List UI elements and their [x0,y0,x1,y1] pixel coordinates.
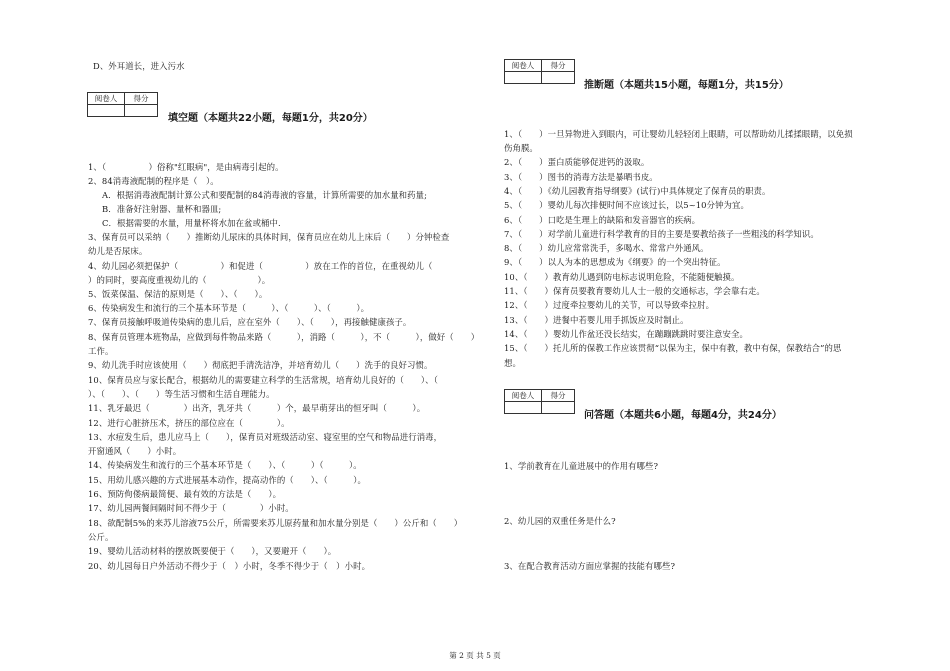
question-line: 8、（ ）幼儿应常常洗手，多喝水、常常户外通风。 [504,243,709,253]
question-line: 工作。 [88,346,114,356]
question-line: 12、（ ）过度牵拉婴幼儿的关节，可以导致牵拉肘。 [504,300,715,310]
question-line: 2、幼儿园的双重任务是什么? [504,516,616,526]
question-line: 20、幼儿园每日户外活动不得少于（ ）小时，冬季不得少于（ ）小时。 [88,561,371,571]
question-line: 2、（ ）蛋白质能够促进钙的汲取。 [504,157,650,167]
score-label: 得分 [125,93,158,105]
score-cell [542,402,575,414]
question-line: 19、婴幼儿活动材料的摆放既要便于（ ），又要避开（ ）。 [88,546,337,556]
question-line: 11、（ ）保育员要教育婴幼儿人士一般的交通标志，学会靠右走。 [504,286,765,296]
judge-section-title: 推断题（本题共15小题，每题1分，共15分） [584,80,789,91]
fill-score-box [87,92,158,117]
question-line: 17、幼儿园两餐间隔时间不得少于（ ）小时。 [88,503,294,513]
question-line: 11、乳牙最迟（ ）出齐，乳牙共（ ）个，最早萌芽出的恒牙叫（ ）。 [88,403,426,413]
question-line: 18、欲配制5%的来苏儿溶液75公斤，所需要来苏儿原药量和加水量分别是（ ）公斤和（ ） [88,518,463,528]
question-line: 10、保育员应与家长配合，根据幼儿的需要建立科学的生活常规，培育幼儿良好的（ ）、（ [88,375,438,385]
question-line: C．根据需要的水量，用量杯将水加在盆或桶中. [102,218,281,228]
question-line: 15、用幼儿感兴趣的方式进展基本动作，提高动作的（ ）、（ ）。 [88,475,366,485]
score-label: 得分 [542,60,575,72]
question-line: 14、传染病发生和流行的三个基本环节是（ ）、（ ）（ ）。 [88,460,362,470]
reviewer-label: 阅卷人 [505,60,542,72]
question-line: 9、（ ）以人为本的思想成为《纲要》的一个突出特征。 [504,257,726,267]
question-line: A．根据消毒液配制计算公式和要配制的84消毒液的容量，计算所需要的加水量和药量; [102,190,428,200]
question-line: 1、学前教育在儿童进展中的作用有哪些? [504,461,659,471]
fill-section-title: 填空题（本题共22小题，每题1分，共20分） [168,113,373,124]
question-line: 8、保育员管理本班物品，应做到每件物品来路（ ），消路（ ），不（ ），做好（ ） [88,332,480,342]
question-line: 6、传染病发生和流行的三个基本环节是（ ）、（ ）、（ ）。 [88,303,370,313]
previous-option-d: D、外耳道长，进入污水 [93,61,185,71]
question-line: 9、幼儿洗手时应该使用（ ）彻底把手清洗洁净，并培育幼儿（ ）洗手的良好习惯。 [88,360,433,370]
question-line: 公斤。 [88,532,114,542]
page-number: 第 2 页 共 5 页 [449,651,501,660]
question-line: 4、（ ）《幼儿园教育指导纲要》(试行)中具体规定了保育员的职责。 [504,186,771,196]
score-cell [125,105,158,117]
question-line: ）的同时，要高度重视幼儿的（ ）。 [88,275,271,285]
question-line: 4、幼儿园必须把保护（ ）和促进（ ）放在工作的首位，在重视幼儿（ [88,261,433,271]
qa-score-box [504,389,575,414]
question-line: 15、（ ）托儿所的保教工作应该贯彻“以保为主，保中有教，教中有保，保教结合”的思 [504,343,842,353]
question-line: 想。 [504,358,521,368]
score-cell [542,72,575,84]
question-line: B．准备好注射器、量杯和器皿; [102,204,222,214]
question-line: 7、保育员接触呼吸道传染病的患儿后，应在室外（ ）、（ ），再接触健康孩子。 [88,317,412,327]
question-line: 3、在配合教育活动方面应掌握的技能有哪些? [504,561,676,571]
question-line: 5、饭菜保温、保洁的原则是（ ）、（ ）。 [88,289,268,299]
reviewer-label: 阅卷人 [505,390,542,402]
question-line: 12、进行心脏挤压术，挤压的部位应在（ ）。 [88,418,290,428]
reviewer-cell [88,105,125,117]
question-line: 3、（ ）图书的消毒方法是暴晒书皮。 [504,172,658,182]
question-line: 5、（ ）婴幼儿每次排便时间不应该过长，以5~10分钟为宜。 [504,200,749,210]
question-line: 伤角膜。 [504,143,538,153]
question-line: 开窗通风（ ）小时。 [88,446,182,456]
question-line: 1、（ ）俗称"红眼病"，是由病毒引起的。 [88,162,284,172]
reviewer-label: 阅卷人 [88,93,125,105]
question-line: 13、水痘发生后，患儿应马上（ ），保育员对班级活动室、寝室里的空气和物品进行消毒， [88,432,443,442]
question-line: 16、预防佝偻病最简便、最有效的方法是（ ）。 [88,489,282,499]
question-line: 13、（ ）进餐中若婴儿用手抓饭应及时制止。 [504,315,689,325]
question-line: ）、（ ）、（ ）等生活习惯和生活自理能力。 [88,389,275,399]
judge-score-box [504,59,575,84]
qa-section-title: 问答题（本题共6小题，每题4分，共24分） [584,410,782,421]
question-line: 2、84消毒液配制的程序是（ ）。 [88,176,219,186]
reviewer-cell [505,402,542,414]
score-label: 得分 [542,390,575,402]
question-line: 3、保育员可以采纳（ ）推断幼儿尿床的具体时间，保育员应在幼儿上床后（ ）分钟检查 [88,232,450,242]
question-line: 10、（ ）教育幼儿遇到防电标志说明危险，不能随便触摸。 [504,272,740,282]
reviewer-cell [505,72,542,84]
question-line: 6、（ ）口吃是生理上的缺陷和发音器官的疾病。 [504,215,701,225]
question-line: 14、（ ）婴幼儿作盆还没长结实，在蹦蹦跳跳时要注意安全。 [504,329,748,339]
question-line: 7、（ ）对学前儿童进行科学教育的目的主要是要教给孩子一些粗浅的科学知识。 [504,229,819,239]
question-line: 幼儿是否尿床。 [88,246,148,256]
question-line: 1、（ ）一旦异物进入到眼内，可让婴幼儿轻轻闭上眼睛，可以帮助幼儿揉揉眼睛，以免损 [504,129,853,139]
